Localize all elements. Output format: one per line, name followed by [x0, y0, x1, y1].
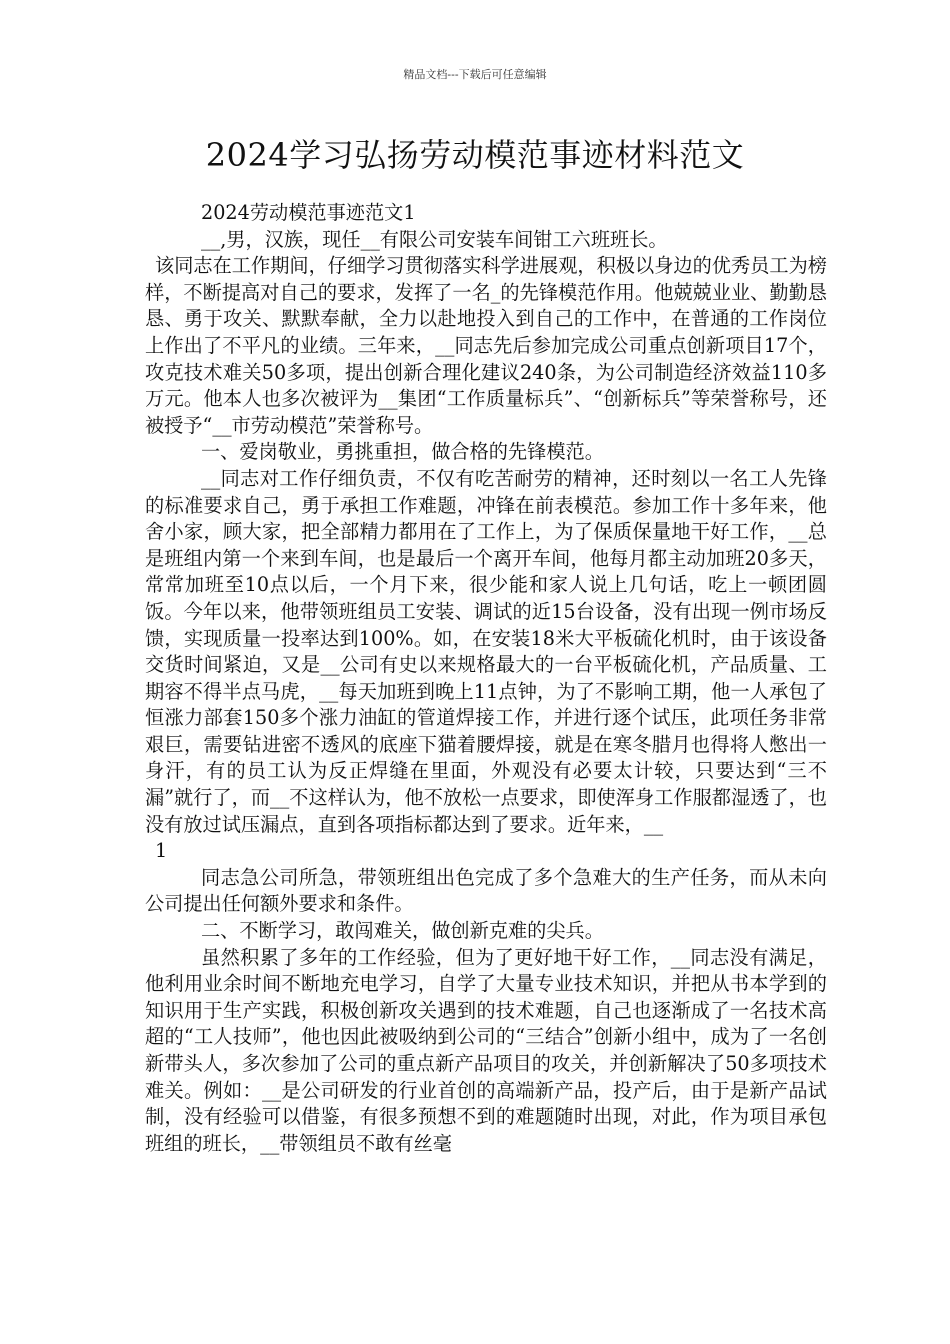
- section-heading: 一、爱岗敬业，勇挑重担，做合格的先锋模范。: [201, 440, 604, 464]
- paragraph: __,男，汉族，现任__有限公司安装车间钳工六班班长。: [201, 227, 668, 251]
- paragraph: 2024劳动模范事迹范文1: [201, 201, 416, 224]
- page-number: 1: [155, 839, 168, 863]
- paragraph: 虽然积累了多年的工作经验，但为了更好地干好工作，__同志没有满足，他利用业余时间不断地充电学习，自学了大量专业技术知识，并把从书本学到的知识用于生产实践，积极创新攻关遇到的技术难题，自己也逐渐成了一名技术高超的“工人技师”，他也因此被吸纳到公司的“三结合”创新小组中，成为了一名创新带头人，多次参加了公司的重点新产品项目的攻关，并创新解决了50多项技术难关。例如：__是公司研发的行业首创的高端新产品，投产后，由于是新产品试制，没有经验可以借鉴，有很多预想不到的难题随时出现，对此，作为项目承包班组的班长，__带领组员不敢有丝毫: [145, 945, 827, 1155]
- document-title: 2024学习弘扬劳动模范事迹材料范文: [205, 136, 745, 174]
- paragraph: __同志对工作仔细负责，不仅有吃苦耐劳的精神，还时刻以一名工人先锋的标准要求自己，勇于承担工作难题，冲锋在前表模范。参加工作十多年来，他舍小家，顾大家，把全部精力都用在了工作上，为了保质保量地干好工作，__总是班组内第一个来到车间，也是最后一个离开车间，他每月都主动加班20多天，常常加班至10点以后，一个月下来，很少能和家人说上几句话，吃上一顿团圆饭。今年以来，他带领班组员工安装、调试的近15台设备，没有出现一例市场反馈，实现质量一投率达到100%。如，在安装18米大平板硫化机时，由于该设备交货时间紧迫，又是__公司有史以来规格最大的一台平板硫化机，产品质量、工期容不得半点马虎，__每天加班到晚上11点钟，为了不影响工期，他一人承包了恒涨力部套150多个涨力油缸的管道焊接工作，并进行逐个试压，此项任务非常艰巨，需要钻进密不透风的底座下猫着腰焊接，就是在寒冬腊月也得将人憋出一身汗，有的员工认为反正焊缝在里面，外观没有必要太计较，只要达到“三不漏”就行了，而__不这样认为，他不放松一点要求，即使浑身工作服都湿透了，也没有放过试压漏点，直到各项指标都达到了要求。近年来，__: [145, 466, 827, 836]
- section-heading: 二、不断学习，敢闯难关，做创新克难的尖兵。: [201, 919, 604, 943]
- header-note: 精品文档---下载后可任意编辑: [403, 68, 547, 81]
- paragraph: 该同志在工作期间，仔细学习贯彻落实科学进展观，积极以身边的优秀员工为榜样，不断提高对自己的要求，发挥了一名_的先锋模范作用。他兢兢业业、勤勤恳恳、勇于攻关、默默奉献，全力以赴地投入到自己的工作中，在普通的工作岗位上作出了不平凡的业绩。三年来，__同志先后参加完成公司重点创新项目17个，攻克技术难关50多项，提出创新合理化建议240条，为公司制造经济效益110多万元。他本人也多次被评为__集团“工作质量标兵”、“创新标兵”等荣誉称号，还被授予“__市劳动模范”荣誉称号。: [145, 254, 827, 437]
- document-body: [145, 200, 827, 1157]
- paragraph: 同志急公司所急，带领班组出色完成了多个急难大的生产任务，而从未向公司提出任何额外要求和条件。: [145, 865, 827, 916]
